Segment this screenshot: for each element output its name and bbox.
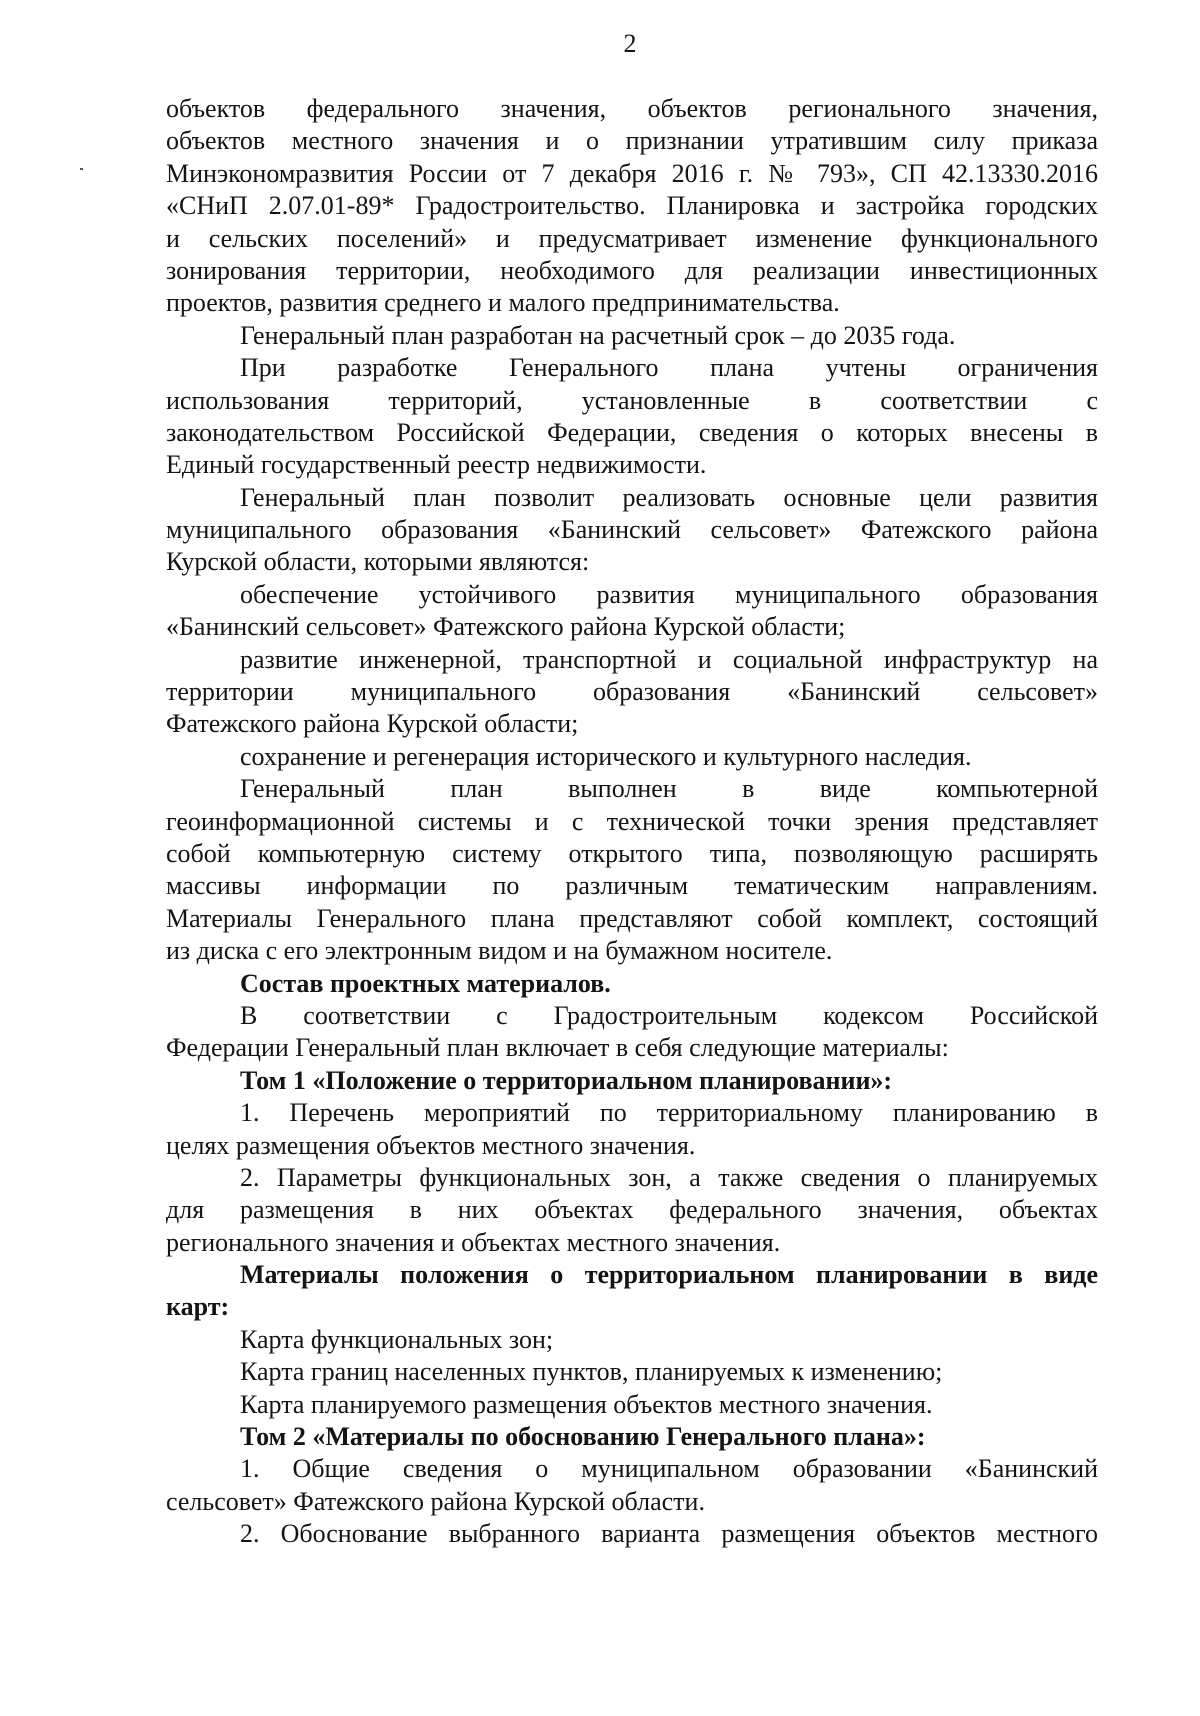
text-line: Материалы положения о территориальном планировании в виде	[240, 1260, 1098, 1290]
page-number: 2	[623, 29, 637, 58]
section-heading	[166, 1259, 1098, 1324]
text-line: Том 2 «Материалы по обоснованию Генерального плана»:	[240, 1422, 926, 1452]
text-line: Минэкономразвития России от 7 декабря 2016 г. № 793», СП 42.13330.2016	[166, 158, 1098, 188]
text-line: 1. Перечень мероприятий по территориальному планированию в	[240, 1098, 1098, 1128]
text-line: Карта планируемого размещения объектов местного значения.	[240, 1389, 933, 1419]
paragraph	[166, 320, 1098, 352]
list-item	[166, 1356, 1098, 1388]
text-line: В соответствии с Градостроительным кодексом Российской	[240, 1000, 1098, 1030]
list-item	[166, 1453, 1098, 1518]
text-line: из диска с его электронным видом и на бумажном носителе.	[166, 936, 833, 966]
paragraph	[166, 482, 1098, 579]
text-line: муниципального образования «Банинский сельсовет» Фатежского района	[166, 515, 1098, 545]
text-line: Федерации Генеральный план включает в себя следующие материалы:	[166, 1033, 949, 1063]
text-line: сельсовет» Фатежского района Курской области.	[166, 1486, 705, 1516]
text-line: 2. Обоснование выбранного варианта размещения объектов местного	[240, 1519, 1098, 1549]
text-line: геоинформационной системы и с технической точки зрения представляет	[166, 806, 1098, 836]
scan-artifact	[80, 168, 83, 170]
text-line: «СНиП 2.07.01-89* Градостроительство. Планировка и застройка городских	[166, 191, 1098, 221]
text-line: собой компьютерную систему открытого типа, позволяющую расширять	[166, 838, 1098, 868]
text-line: развитие инженерной, транспортной и социальной инфраструктур на	[240, 644, 1098, 674]
text-line: Карта функциональных зон;	[240, 1324, 554, 1354]
text-line: карт:	[166, 1292, 230, 1322]
paragraph	[166, 93, 1098, 320]
text-line: регионального значения и объектах местного значения.	[166, 1227, 781, 1257]
section-heading	[166, 968, 1098, 1000]
text-line: обеспечение устойчивого развития муниципального образования	[240, 579, 1098, 609]
text-line: Фатежского района Курской области;	[166, 709, 579, 739]
text-line: использования территорий, установленные в соответствии с	[166, 385, 1098, 415]
text-line: Состав проектных материалов.	[240, 968, 611, 998]
section-heading	[166, 1421, 1098, 1453]
text-line: При разработке Генерального плана учтены ограничения	[240, 353, 1098, 383]
text-line: и сельских поселений» и предусматривает изменение функционального	[166, 223, 1098, 253]
text-line: Генеральный план разработан на расчетный срок – до 2035 года.	[240, 320, 956, 350]
list-item	[166, 1162, 1098, 1259]
paragraph	[166, 352, 1098, 482]
text-line: 1. Общие сведения о муниципальном образовании «Банинский	[240, 1454, 1098, 1484]
text-line: территории муниципального образования «Банинский сельсовет»	[166, 677, 1098, 707]
list-item	[166, 579, 1098, 644]
text-line: «Банинский сельсовет» Фатежского района Курской области;	[166, 612, 846, 642]
list-item	[166, 1324, 1098, 1356]
text-line: проектов, развития среднего и малого предпринимательства.	[166, 288, 840, 318]
list-item	[166, 1518, 1098, 1550]
text-line: Материалы Генерального плана представляют собой комплект, состоящий	[166, 903, 1098, 933]
text-line: Курской области, которыми являются:	[166, 547, 590, 577]
text-line: Генеральный план выполнен в виде компьютерной	[240, 774, 1098, 804]
text-line: Том 1 «Положение о территориальном планировании»:	[240, 1065, 893, 1095]
text-line: объектов местного значения и о признании утратившим силу приказа	[166, 126, 1098, 156]
text-line: целях размещения объектов местного значения.	[166, 1130, 696, 1160]
text-line: для размещения в них объектах федерального значения, объектах	[166, 1195, 1098, 1225]
text-line: Генеральный план позволит реализовать основные цели развития	[240, 482, 1098, 512]
text-line: массивы информации по различным тематическим направлениям.	[166, 871, 1098, 901]
document-body	[166, 93, 1098, 1551]
section-heading	[166, 1065, 1098, 1097]
list-item	[166, 644, 1098, 741]
list-item	[166, 1097, 1098, 1162]
text-line: Карта границ населенных пунктов, планируемых к изменению;	[240, 1357, 943, 1387]
text-line: объектов федерального значения, объектов регионального значения,	[166, 94, 1098, 123]
text-line: 2. Параметры функциональных зон, а также сведения о планируемых	[240, 1162, 1098, 1192]
text-line: Единый государственный реестр недвижимости.	[166, 450, 707, 480]
text-line: зонирования территории, необходимого для реализации инвестиционных	[166, 255, 1098, 285]
text-line: законодательством Российской Федерации, сведения о которых внесены в	[166, 417, 1098, 447]
list-item	[166, 741, 1098, 773]
text-line: сохранение и регенерация исторического и культурного наследия.	[240, 741, 972, 771]
paragraph	[166, 773, 1098, 967]
paragraph	[166, 1000, 1098, 1065]
list-item	[166, 1389, 1098, 1421]
